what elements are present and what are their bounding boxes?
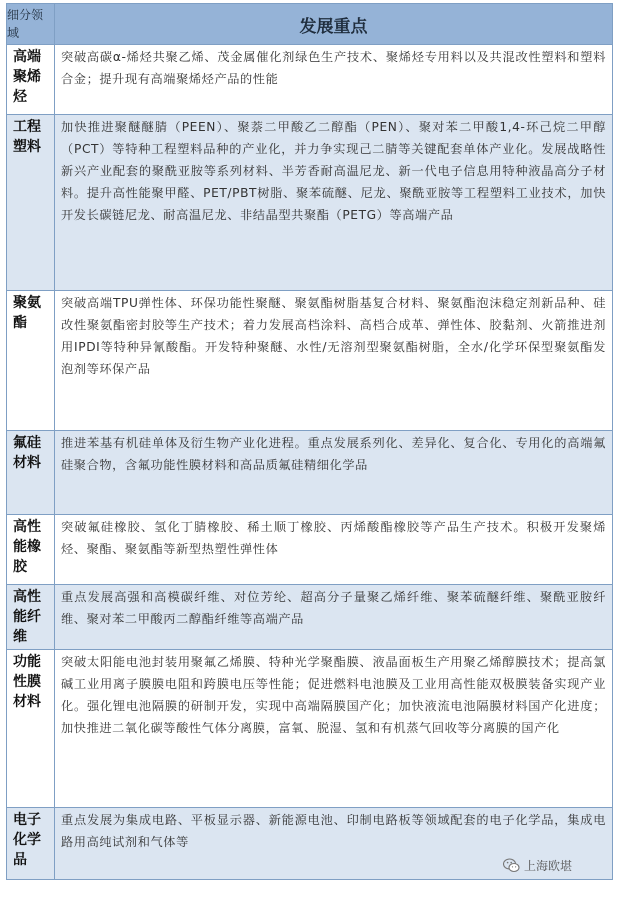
row-focus: 推进苯基有机硅单体及衍生物产业化进程。重点发展系列化、差异化、复合化、专用化的高端氟硅聚合物，含氟功能性膜材料和高品质氟硅精细化学品 [55,431,613,515]
development-focus-table [6,3,613,880]
table-row [7,45,613,115]
header-focus: 发展重点 [55,4,613,45]
row-focus: 突破氟硅橡胶、氢化丁腈橡胶、稀土顺丁橡胶、丙烯酸酯橡胶等产品生产技术。积极开发聚烯烃、聚酯、聚氨酯等新型热塑性弹性体 [55,515,613,585]
row-focus: 突破高端TPU弹性体、环保功能性聚醚、聚氨酯树脂基复合材料、聚氨酯泡沫稳定剂新品种、硅改性聚氨酯密封胶等生产技术；着力发展高档涂料、高档合成革、弹性体、胶黏剂、火箭推进剂用IPDI等特种异氰酸酯。开发特种聚醚、水性/无溶剂型聚氨酯树脂，全水/化学环保型聚氨酯发泡剂等环保产品 [55,291,613,431]
row-focus: 突破太阳能电池封装用聚氟乙烯膜、特种光学聚酯膜、液晶面板生产用聚乙烯醇膜技术；提高氯碱工业用离子膜膜电阻和跨膜电压等性能；促进燃料电池膜及工业用高性能双极膜装备实现产业化。强化锂电池隔膜的研制开发，实现中高端隔膜国产化；加快液流电池隔膜材料国产化进度；加快推进二氧化碳等酸性气体分离膜，富氧、脱湿、氢和有机蒸气回收等分离膜的国产化 [55,650,613,808]
row-category: 工程塑料 [7,115,55,291]
table-row [7,291,613,431]
row-focus: 重点发展高强和高模碳纤维、对位芳纶、超高分子量聚乙烯纤维、聚苯硫醚纤维、聚酰亚胺纤维、聚对苯二甲酸丙二醇酯纤维等高端产品 [55,585,613,650]
row-category: 高性能橡胶 [7,515,55,585]
row-category: 功能性膜材料 [7,650,55,808]
watermark [503,857,572,874]
table-row [7,585,613,650]
table-row [7,431,613,515]
watermark-text: 上海欧堪 [524,859,573,873]
row-category: 氟硅材料 [7,431,55,515]
row-category: 电子化学品 [7,808,55,880]
row-focus: 突破高碳α-烯烃共聚乙烯、茂金属催化剂绿色生产技术、聚烯烃专用料以及共混改性塑料和塑料合金；提升现有高端聚烯烃产品的性能 [55,45,613,115]
row-category: 高性能纤维 [7,585,55,650]
table-row [7,650,613,808]
table-header-row [7,4,613,45]
wechat-icon [503,858,520,873]
header-category: 细分领域 [7,4,55,45]
row-category: 高端聚烯烃 [7,45,55,115]
row-category: 聚氨酯 [7,291,55,431]
table-row [7,515,613,585]
row-focus: 重点发展为集成电路、平板显示器、新能源电池、印制电路板等领域配套的电子化学品，集成电路用高纯试剂和气体等 [55,808,613,880]
row-focus: 加快推进聚醚醚腈（PEEN）、聚萘二甲酸乙二醇酯（PEN）、聚对苯二甲酸1,4-环己烷二甲醇（PCT）等特种工程塑料品种的产业化，并力争实现己二腈等关键配套单体产业化。发展战略性新兴产业配套的聚酰亚胺等系列材料、半芳香耐高温尼龙、新一代电子信息用特种液晶高分子材料。提升高性能聚甲醛、PET/PBT树脂、聚苯硫醚、尼龙、聚酰亚胺等工程塑料工业技术，加快开发长碳链尼龙、耐高温尼龙、非结晶型共聚酯（PETG）等高端产品 [55,115,613,291]
table-row [7,115,613,291]
